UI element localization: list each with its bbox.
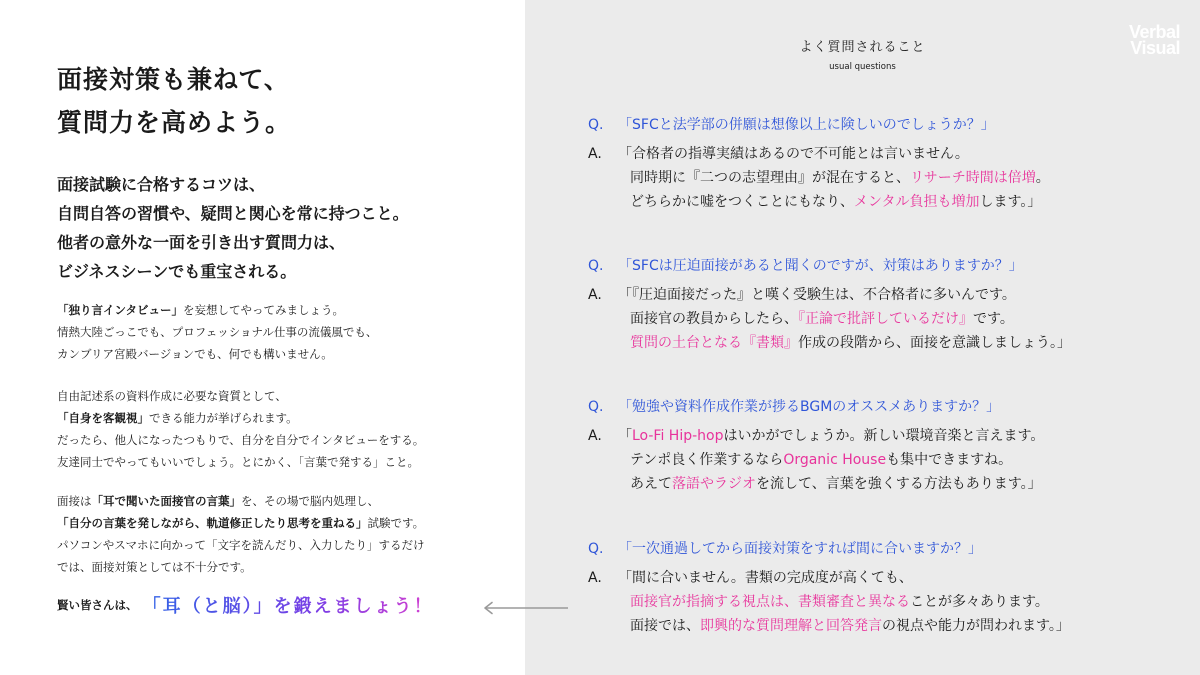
answer-text: 面接官の教員からしたら、 (630, 311, 798, 327)
paragraph-text: できる能力が挙げられます。 (149, 411, 298, 425)
answer-text: 「合格者の指導実績はあるので不可能とは言いません。 (618, 146, 969, 162)
paragraph-solo-interview (57, 299, 377, 365)
paragraph-text: を、その場で脳内処理し、 (241, 494, 379, 508)
question-text: 「SFCと法学部の併願は想像以上に険しいのでしょうか？」 (618, 117, 995, 133)
question-label: Q. (588, 541, 604, 557)
headline (57, 58, 291, 144)
paragraph-text: 友達同士でやってもいいでしょう。とにかく、「言葉で発する」こと。 (57, 455, 420, 469)
left-arrow-icon (482, 601, 570, 615)
question (588, 396, 1188, 418)
answer-highlight: 面接官が指摘する視点は、書類審査と異なる (630, 594, 910, 610)
answer-highlight: Lo-Fi Hip-hop (632, 428, 724, 444)
answer-text: ことが多々あります。 (910, 594, 1049, 610)
answer-text: あえて (630, 476, 672, 492)
answer-text: 作成の段階から、面接を意識しましょう。」 (798, 335, 1071, 351)
answer-text: 面接では、 (630, 618, 700, 634)
faq-title: よく質問されること (799, 40, 926, 55)
paragraph-text: では、面接対策としては不十分です。 (57, 560, 252, 574)
answer-highlight: メンタル負担も増加 (854, 194, 980, 210)
answer-highlight: リサーチ時間は倍増 (910, 170, 1036, 186)
answer-text: します。」 (979, 194, 1042, 210)
qa-item-4 (588, 538, 1188, 638)
question (588, 114, 1188, 136)
answer-text: テンポ良く作業するなら (630, 452, 784, 468)
closing-lead: 賢い皆さんは、 (57, 598, 138, 612)
answer-text: 「 (618, 428, 632, 444)
qa-item-3 (588, 396, 1188, 496)
answer-text: です。 (973, 311, 1014, 327)
headline-line-1: 面接対策も兼ねて、 (57, 65, 290, 94)
paragraph-text: パソコンやスマホに向かって「文字を読んだり、入力したり」するだけ (57, 538, 425, 552)
answer-highlight: 『正論で批評しているだけ』 (798, 311, 973, 327)
paragraph-text: 面接は (57, 494, 92, 508)
answer-text: 「間に合いません。書類の完成度が高くても、 (618, 570, 913, 586)
answer-text: 同時期に『二つの志望理由』が混在すると、 (630, 170, 910, 186)
paragraph-text: を妄想してやってみましょう。 (183, 303, 345, 317)
answer-highlight: 即興的な質問理解と回答発言 (700, 618, 882, 634)
paragraph-self-objectivity (57, 385, 424, 473)
question-text: 「一次通過してから面接対策をすれば間に合いますか？」 (618, 541, 982, 557)
answer-highlight: Organic House (783, 452, 887, 468)
answer-label: A. (588, 570, 602, 586)
answer-text: 「『圧迫面接だった』と嘆く受験生は、不合格者に多いんです。 (618, 287, 1016, 303)
subhead-line-4: ビジネスシーンでも重宝される。 (57, 262, 297, 281)
answer-label: A. (588, 428, 602, 444)
question-label: Q. (588, 258, 604, 274)
answer (588, 142, 1188, 214)
emphasis-own-words: 「自分の言葉を発しながら、軌道修正したり思考を重ねる」 (57, 516, 368, 530)
closing-line (57, 592, 434, 618)
answer (588, 566, 1188, 638)
answer-text: も集中できますね。 (886, 452, 1013, 468)
faq-subtitle: usual questions (829, 62, 896, 72)
subhead-line-1: 面接試験に合格するコツは、 (57, 175, 266, 194)
question (588, 255, 1188, 277)
answer (588, 283, 1188, 355)
answer-label: A. (588, 146, 602, 162)
question-text: 「SFCは圧迫面接があると聞くのですが、対策はありますか？」 (618, 258, 1023, 274)
paragraph-text: だったら、他人になったつもりで、自分を自分でインタビューをする。 (57, 433, 425, 447)
headline-line-2: 質問力を高めよう。 (57, 108, 292, 137)
subhead-line-2: 自問自答の習慣や、疑問と関心を常に持つこと。 (57, 204, 409, 223)
answer (588, 424, 1188, 496)
question (588, 538, 1188, 560)
question-label: Q. (588, 117, 604, 133)
paragraph-interview-process (57, 490, 425, 578)
answer-text: の視点や能力が問われます。」 (882, 618, 1070, 634)
qa-item-1 (588, 114, 1188, 214)
answer-highlight: 落語やラジオ (672, 476, 756, 492)
subhead-line-3: 他者の意外な一面を引き出す質問力は、 (57, 233, 346, 252)
question-text: 「勉強や資料作成作業が捗るBGMのオススメありますか？」 (618, 399, 1001, 415)
paragraph-text: 自由記述系の資料作成に必要な資質として、 (57, 389, 287, 403)
emphasis-interviewer-words: 「耳で聞いた面接官の言葉」 (91, 494, 241, 508)
answer-text: を流して、言葉を強くする方法もあります。」 (756, 476, 1042, 492)
answer-text: 。 (1035, 170, 1050, 186)
question-label: Q. (588, 399, 604, 415)
answer-highlight: 質問の土台となる『書類』 (630, 335, 798, 351)
closing-accent: 「耳（と脳）」を鍛えましょう！ (142, 596, 434, 617)
qa-item-2 (588, 255, 1188, 355)
subhead (57, 170, 409, 286)
logo-line-2: Visual (1130, 38, 1180, 58)
answer-text: どちらかに嘘をつくことにもなり、 (630, 194, 854, 210)
paragraph-text: カンブリア宮殿バージョンでも、何でも構いません。 (57, 347, 333, 361)
emphasis-self-objectivity: 「自身を客観視」 (57, 411, 149, 425)
answer-text: はいかがでしょうか。新しい環境音楽と言えます。 (723, 428, 1045, 444)
paragraph-text: 試験です。 (367, 516, 425, 530)
paragraph-text: 情熱大陸ごっこでも、プロフェッショナル仕事の流儀風でも、 (57, 325, 378, 339)
logo-line-1: Verbal (1128, 22, 1180, 42)
answer-label: A. (588, 287, 602, 303)
emphasis-solo-interview: 「独り言インタビュー」 (57, 303, 184, 317)
